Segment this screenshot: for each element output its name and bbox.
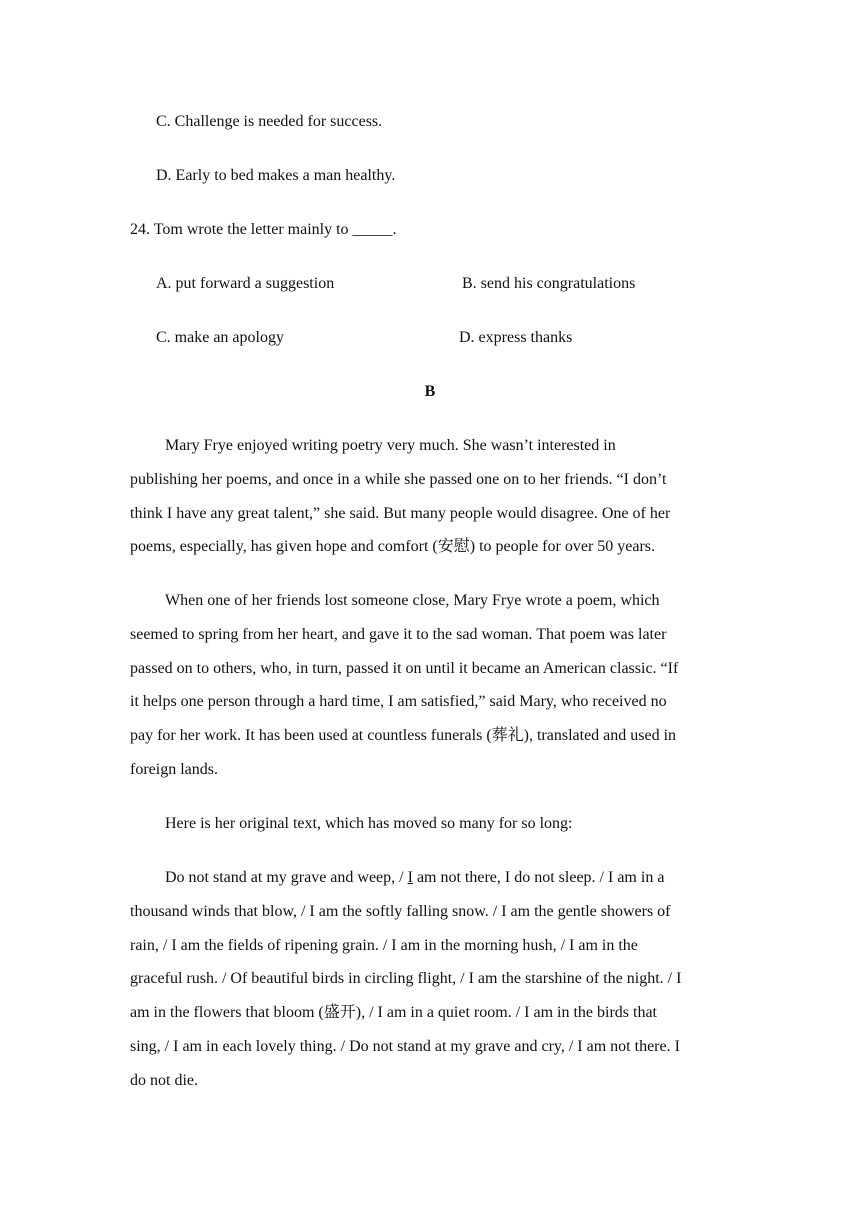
paragraph-line: passed on to others, who, in turn, passed it on until it became an American classic. “If	[130, 659, 679, 677]
poem-line: rain, / I am the fields of ripening grain. / I am in the morning hush, / I am in the	[130, 936, 638, 954]
section-title: B	[424, 383, 436, 400]
poem-line: graceful rush. / Of beautiful birds in circling flight, / I am the starshine of the night. / I	[130, 970, 682, 988]
paragraph-line: Mary Frye enjoyed writing poetry very much. She wasn’t interested in	[165, 437, 616, 454]
q23-option-d: D. Early to bed makes a man healthy.	[156, 167, 396, 184]
poem-line: sing, / I am in each lovely thing. / Do not stand at my grave and cry, / I am not there. I	[130, 1037, 680, 1055]
paragraph-line: publishing her poems, and once in a while she passed one on to her friends. “I don’t	[130, 470, 667, 488]
poem-line: am in the flowers that bloom (盛开), / I am in a quiet room. / I am in the birds that	[130, 1004, 658, 1022]
underlined-word: I	[407, 869, 413, 886]
paragraph-line: think I have any great talent,” she said. But many people would disagree. One of her	[130, 504, 671, 522]
poem-line	[130, 861, 730, 895]
q24-option-a: A. put forward a suggestion	[156, 275, 335, 292]
poem-line: thousand winds that blow, / I am the softly falling snow. / I am the gentle showers of	[130, 902, 671, 920]
paragraph-line: When one of her friends lost someone close, Mary Frye wrote a poem, which	[165, 592, 660, 609]
q24-option-d: D. express thanks	[459, 329, 573, 346]
poem-paragraph	[130, 861, 730, 1098]
paragraph-line: Here is her original text, which has moved so many for so long:	[165, 815, 573, 832]
paragraph-line: foreign lands.	[130, 760, 218, 778]
paragraph-line: pay for her work. It has been used at countless funerals (葬礼), translated and used in	[130, 727, 677, 745]
q24-option-c: C. make an apology	[156, 329, 284, 346]
q24-option-b: B. send his congratulations	[462, 275, 636, 292]
paragraph-1	[130, 429, 730, 564]
poem-text: Do not stand at my grave and weep, /	[165, 869, 408, 886]
paragraph-line: seemed to spring from her heart, and gave it to the sad woman. That poem was later	[130, 625, 667, 643]
poem-line: do not die.	[130, 1071, 198, 1089]
poem-text: am not there, I do not sleep. / I am in a	[412, 869, 665, 886]
paragraph-2	[130, 584, 730, 787]
paragraph-line: it helps one person through a hard time, I am satisfied,” said Mary, who received no	[130, 693, 667, 711]
q24-question: 24. Tom wrote the letter mainly to _____.	[130, 221, 397, 238]
q23-option-c: C. Challenge is needed for success.	[156, 113, 383, 130]
paragraph-3	[130, 807, 730, 841]
paragraph-line: poems, especially, has given hope and comfort (安慰) to people for over 50 years.	[130, 538, 656, 556]
